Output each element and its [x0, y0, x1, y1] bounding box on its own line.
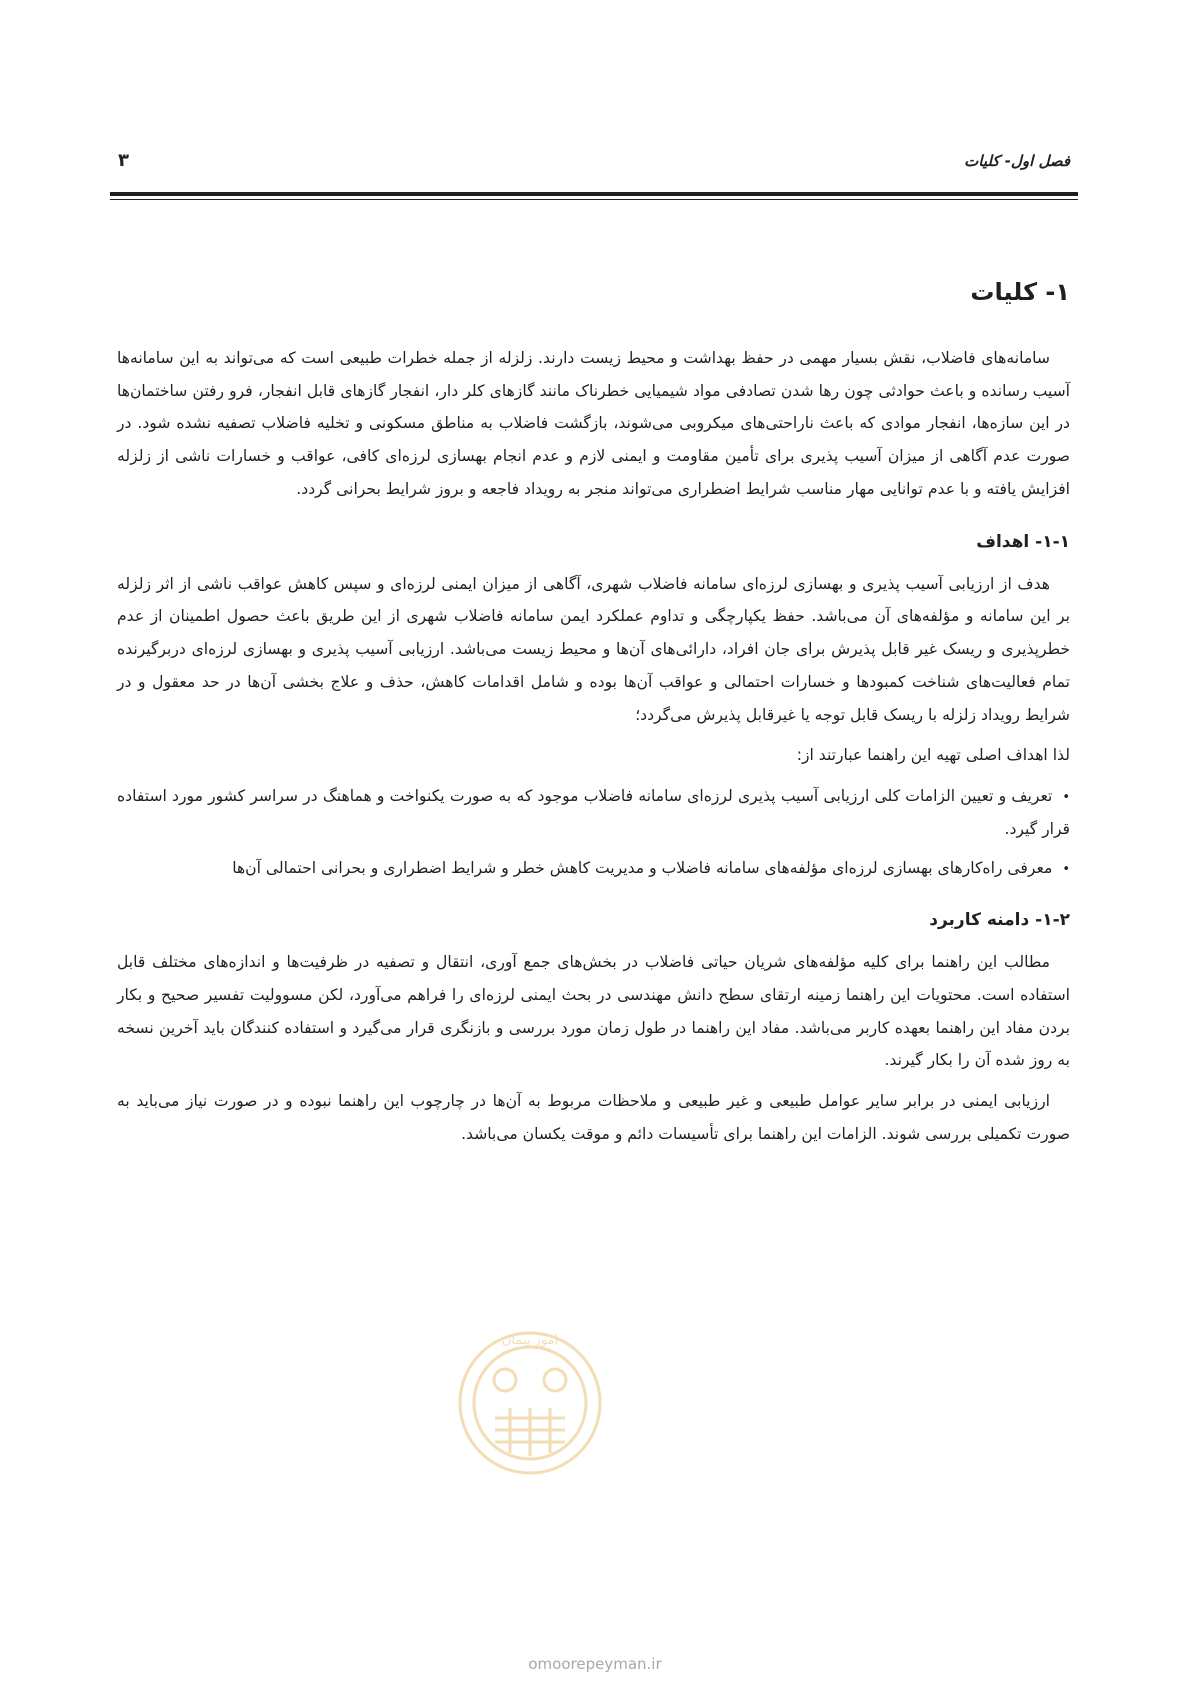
paragraph-general: سامانه‌های فاضلاب، نقش بسیار مهمی در حفظ بهداشت و محیط زیست دارند. زلزله از جمله خطرات طبیعی است که می‌تواند به این سامانه‌ها آسیب رسانده و باعث حوادثی چون رها شدن تصادفی مواد شیمیایی خطرناک مانند گازهای کلر دار، انفجار گازهای قابل انفجار، فرو رفتن ساختمان‌ها در این سازه‌ها، انفجار موادی که باعث ناراحتی‌های میکروبی می‌شوند، بازگشت فاضلاب به مناطق مسکونی و تخلیه فاضلاب تصفیه نشده شود. در صورت عدم آگاهی از میزان آسیب پذیری برای تأمین مقاومت و ایمنی لازم و عدم انجام بهسازی لرزه‌ای کافی، عواقب و خسارات ناشی از زلزله افزایش یافته و با عدم توانایی مهار مناسب شرایط اضطراری می‌تواند منجر به رویداد فاجعه و بروز شرایط بحرانی گردد.	[117, 349, 1070, 498]
list-item-text: تعریف و تعیین الزامات کلی ارزیابی آسیب پذیری لرزه‌ای سامانه فاضلاب موجود که به صورت یکنواخت و هماهنگ در سراسر کشور مورد استفاده قرار گیرد.	[117, 787, 1070, 838]
watermark-seal-icon	[455, 1308, 605, 1498]
list-item-text: معرفی راه‌کارهای بهسازی لرزه‌ای مؤلفه‌های سامانه فاضلاب و مدیریت کاهش خطر و شرایط اضطراری و بحرانی احتمالی آن‌ها	[232, 858, 1053, 877]
section-heading-general: ۱- کلیات	[970, 278, 1070, 306]
list-item	[117, 852, 1070, 885]
paragraph-scope-2: ارزیابی ایمنی در برابر سایر عوامل طبیعی و غیر طبیعی و ملاحظات مربوط به آن‌ها در چارچوب این راهنما نبوده و در صورت نیاز می‌باید به صورت تکمیلی بررسی شوند. الزامات این راهنما برای تأسیسات دائم و موقت یکسان می‌باشد.	[117, 1092, 1070, 1143]
chapter-title: فصل اول- کلیات	[964, 152, 1070, 170]
paragraph-scope-1: مطالب این راهنما برای کلیه مؤلفه‌های شریان حیاتی فاضلاب در بخش‌های جمع آوری، انتقال و تصفیه در ظرفیت‌ها و اندازه‌های مختلف قابل استفاده است. محتویات این راهنما زمینه ارتقای سطح دانش مهندسی در بحث ایمنی لرزه‌ای را فراهم می‌آورد، لکن مسوولیت تفسیر صحیح و بکار بردن مفاد این راهنما بعهده کاربر می‌باشد. مفاد این راهنما در طول زمان مورد بررسی و بازنگری قرار می‌گیرد و استفاده کنندگان باید آخرین نسخه به روز شده آن را بکار گیرند.	[117, 953, 1070, 1070]
page-body	[117, 270, 1070, 1159]
header-divider	[110, 192, 1078, 200]
paragraph-goals: هدف از ارزیابی آسیب پذیری و بهسازی لرزه‌ای سامانه فاضلاب شهری، آگاهی از میزان ایمنی لرزه‌ای و سپس کاهش عواقب ناشی از اثر زلزله بر این سامانه و مؤلفه‌های آن می‌باشد. حفظ یکپارچگی و تداوم عملکرد ایمن سامانه فاضلاب شهری از این طریق باعث حصول اطمینان از عدم خطرپذیری و ریسک غیر قابل پذیرش برای جان افراد، دارائی‌های آن‌ها و محیط زیست می‌باشد. ارزیابی آسیب پذیری و بهسازی لرزه‌ای دربرگیرنده تمام فعالیت‌های شناخت کمبودها و خسارات احتمالی و عواقب آن‌ها بوده و شامل اقدامات کاهش، حذف و علاج بخشی آن‌ها در حد معقول و در شرایط رویداد زلزله با ریسک قابل توجه یا غیرقابل پذیرش می‌گردد؛	[117, 574, 1070, 724]
page-number: ۳	[118, 150, 129, 171]
watermark-url: omoorepeyman.ir	[528, 1655, 662, 1673]
section-heading-scope: ۱-۲- دامنه کاربرد	[929, 910, 1070, 931]
bullet-icon: •	[1062, 861, 1070, 877]
section-heading-goals: ۱-۱- اهداف	[976, 531, 1070, 552]
svg-text:امور پیمان: امور پیمان	[501, 1333, 559, 1348]
paragraph-goals-lead-in: لذا اهداف اصلی تهیه این راهنما عبارتند از:	[796, 746, 1070, 765]
list-item	[117, 780, 1070, 845]
bullet-icon: •	[1062, 790, 1070, 806]
goals-list	[117, 780, 1070, 884]
